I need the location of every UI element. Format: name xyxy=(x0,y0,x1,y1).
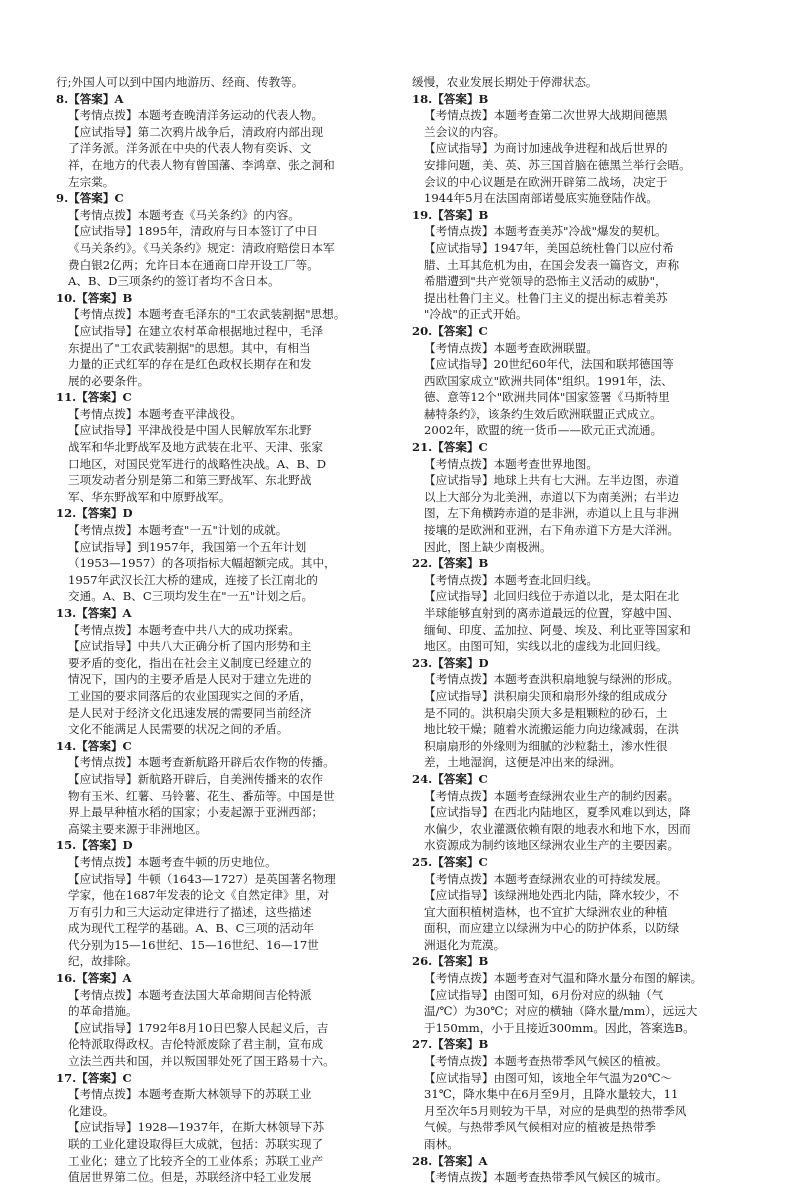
text-line: 【考情点拨】本题考查中共八大的成功探索。 xyxy=(68,622,300,637)
text-line: 【应试指导】第二次鸦片战争后，清政府内部出现 xyxy=(68,124,324,139)
text-line: 以上大部分为北美洲，赤道以下为南美洲；右半边 xyxy=(424,489,680,504)
text-line: 气候。与热带季风气候相对应的植被是热带季 xyxy=(424,1120,656,1135)
answer-heading: 14.【答案】C xyxy=(56,738,132,753)
text-line: 会议的中心议题是在欧洲开辟第二战场，决定于 xyxy=(424,174,668,189)
text-line: 水资源成为制约该地区绿洲农业生产的主要因素。 xyxy=(424,838,680,853)
text-line: 【应试指导】1792年8月10日巴黎人民起义后，吉 xyxy=(68,1020,329,1035)
text-line: 【应试指导】该绿洲地处西北内陆，降水较少，不 xyxy=(424,888,680,903)
text-line: 联的工业化建设取得巨大成就，包括：苏联实现了 xyxy=(68,1137,324,1151)
text-line: 军、华东野战军和中原野战军。 xyxy=(68,489,231,504)
text-line: 【应试指导】在建立农村革命根据地过程中，毛泽 xyxy=(68,323,324,338)
text-line: 展的必要条件。 xyxy=(68,373,150,388)
text-line: 成为现代工程学的基础。A、B、C三项的活动年 xyxy=(68,921,315,936)
text-line: 希腊遭到"共产党领导的恐怖主义活动的威胁"， xyxy=(424,274,667,289)
text-line: 交通。A、B、C三项均发生在"一五"计划之后。 xyxy=(68,589,314,604)
answer-heading: 27.【答案】B xyxy=(412,1037,489,1052)
text-line: 【考情点拨】本题考查法国大革命期间吉伦特派 xyxy=(68,987,312,1002)
text-line: 月至次年5月则较为干旱，对应的是典型的热带季风 xyxy=(424,1103,687,1118)
answer-heading: 25.【答案】C xyxy=(412,854,488,869)
text-line: 【考情点拨】本题考查热带季风气候区的植被。 xyxy=(424,1054,668,1069)
text-line: 【应试指导】洪积扇尖顶和扇形外缘的组成成分 xyxy=(424,688,668,703)
text-line: 化建设。 xyxy=(68,1103,115,1118)
text-line: 洲退化为荒漠。 xyxy=(424,937,506,952)
answer-heading: 26.【答案】B xyxy=(412,954,489,969)
text-line: 2002年，欧盟的统一货币——欧元正式流通。 xyxy=(424,423,663,438)
text-line: 【考情点拨】本题考查世界地图。 xyxy=(424,456,598,471)
text-line: 【考情点拨】本题考查对气温和降水量分布图的解读。 xyxy=(424,971,703,986)
text-line: 祥，在地方的代表人物有曾国藩、李鸿章、张之洞和 xyxy=(68,157,335,172)
answer-heading: 15.【答案】D xyxy=(56,838,133,853)
text-line: 半球能够直射到的离赤道最远的位置，穿越中国、 xyxy=(424,606,680,620)
text-line: 【考情点拨】本题考查第二次世界大战期间德黑 xyxy=(424,108,668,123)
text-line: 【考情点拨】本题考查北回归线。 xyxy=(424,572,598,587)
text-line: 积扇扇形的外缘则为细腻的沙粒黏土，渗水性很 xyxy=(424,738,668,753)
answer-heading: 13.【答案】A xyxy=(56,606,132,620)
text-line: 【应试指导】由图可知，该地全年气温为20℃～ xyxy=(424,1070,673,1085)
text-line: 【应试指导】1947年，美国总统杜鲁门以应付希 xyxy=(424,240,674,255)
text-line: 【应试指导】1895年，清政府与日本签订了中日 xyxy=(68,224,318,239)
text-line: 31℃，降水集中在6月至9月，且降水量较大，11 xyxy=(424,1087,679,1102)
text-line: 【考情点拨】本题考查绿洲农业的可持续发展。 xyxy=(424,871,668,886)
text-line: 口地区，对国民党军进行的战略性决战。A、B、D xyxy=(68,456,327,471)
text-line: 雨林。 xyxy=(424,1137,459,1151)
text-line: 工业化；建立了比较齐全的工业体系；苏联工业产 xyxy=(68,1153,324,1168)
text-line: 于150mm，小于且接近300mm。因此，答案选B。 xyxy=(424,1020,695,1035)
text-line: 【应试指导】由图可知，6月份对应的纵轴（气 xyxy=(424,987,664,1002)
text-line: 【应试指导】地球上共有七大洲。左半边图，赤道 xyxy=(424,473,680,488)
text-line: 学家，他在1687年发表的论文《自然定律》里，对 xyxy=(68,888,330,903)
text-line: 【考情点拨】本题考查绿洲农业生产的制约因素。 xyxy=(424,788,680,803)
text-line: 文化不能满足人民需要的状况之间的矛盾。 xyxy=(68,722,289,737)
text-line: 纪，故排除。 xyxy=(68,954,138,969)
text-line: 了洋务派。洋务派在中央的代表人物有奕诉、文 xyxy=(68,141,312,156)
text-line: 德、意等12个"欧洲共同体"国家签署《马斯特里 xyxy=(424,390,670,405)
answer-heading: 18.【答案】B xyxy=(412,91,489,106)
text-line: 值居世界第二位。但是，苏联经济中轻工业发展 xyxy=(68,1170,312,1185)
text-line: 接壤的是欧洲和亚洲，右下角赤道下方是大洋洲。 xyxy=(424,523,680,538)
text-line: 【应试指导】为商讨加速战争进程和战后世界的 xyxy=(424,141,668,156)
text-line: 左宗棠。 xyxy=(68,174,115,189)
text-line: 1957年武汉长江大桥的建成，连接了长江南北的 xyxy=(68,572,318,587)
text-line: 【应试指导】1928—1937年，在斯大林领导下苏 xyxy=(68,1120,325,1135)
text-line: 【应试指导】新航路开辟后，自美洲传播来的农作 xyxy=(68,771,324,786)
text-line: 【考情点拨】本题考查热带季风气候区的城市。 xyxy=(424,1170,668,1185)
answer-heading: 24.【答案】C xyxy=(412,771,488,786)
text-line: 缓慢，农业发展长期处于停滞状态。 xyxy=(412,75,598,89)
text-line: 安排问题，美、英、苏三国首脑在德黑兰举行会晤。 xyxy=(424,157,691,172)
answer-heading: 19.【答案】B xyxy=(412,207,489,222)
text-line: 【应试指导】平津战役是中国人民解放军东北野 xyxy=(68,423,312,438)
text-line: 赫特条约》，该条约生效后欧洲联盟正式成立。 xyxy=(424,406,662,421)
text-line: 面积，而应建立以绿洲为中心的防护体系，以防绿 xyxy=(424,921,680,936)
text-line: A、B、D三项条约的签订者均不含日本。 xyxy=(68,274,280,289)
text-line: 【考情点拨】本题考查洪积扇地貌与绿洲的形成。 xyxy=(424,672,680,687)
text-line: 【考情点拨】本题考查"一五"计划的成就。 xyxy=(68,523,288,538)
text-line: 温/℃）为30℃；对应的横轴（降水量/mm），远远大 xyxy=(424,1004,698,1019)
answer-heading: 12.【答案】D xyxy=(56,506,133,521)
answer-heading: 23.【答案】D xyxy=(412,655,489,670)
text-line: 【应试指导】北回归线位于赤道以北，是太阳在北 xyxy=(424,589,680,604)
text-line: 【考情点拨】本题考查晚清洋务运动的代表人物。 xyxy=(68,108,324,123)
text-line: 【考情点拨】本题考查《马关条约》的内容。 xyxy=(68,207,300,222)
text-line: 【应试指导】牛顿（1643—1727）是英国著名物理 xyxy=(68,871,336,886)
text-line: 立法兰西共和国，并以叛国罪处死了国王路易十六。 xyxy=(68,1054,335,1069)
text-line: 三项发动者分别是第二和第三野战军、东北野战 xyxy=(68,473,312,488)
text-line: 差，土地湿润，这便是冲出来的绿洲。 xyxy=(424,755,622,770)
text-line: 情况下，国内的主要矛盾是人民对于建立先进的 xyxy=(68,672,312,687)
text-line: 宜大面积植树造林，也不宜扩大绿洲农业的种植 xyxy=(424,904,668,919)
text-line: 东提出了"工农武装割据"的思想。其中，有相当 xyxy=(68,340,311,355)
text-line: 腊、土耳其危机为由，在国会发表一篇咨文，声称 xyxy=(424,257,680,272)
text-line: 提出杜鲁门主义。杜鲁门主义的提出标志着美苏 xyxy=(424,290,668,305)
text-line: 物有玉米、红薯、马铃薯、花生、番茄等。中国是世 xyxy=(68,788,335,803)
text-line: 【应试指导】到1957年，我国第一个五年计划 xyxy=(68,539,307,554)
text-line: 水偏少，农业灌溉依赖有限的地表水和地下水，因而 xyxy=(424,821,691,836)
text-line: 【应试指导】中共八大正确分析了国内形势和主 xyxy=(68,639,312,654)
text-line: 【考情点拨】本题考查新航路开辟后农作物的传播。 xyxy=(68,755,335,770)
right-column xyxy=(412,74,742,1186)
answer-heading: 28.【答案】A xyxy=(412,1153,488,1168)
left-column xyxy=(56,74,386,1186)
text-line: 行;外国人可以到中国内地游历、经商、传教等。 xyxy=(56,75,304,89)
text-line: 地比较干燥；随着水流搬运能力向边缘减弱，在洪 xyxy=(424,722,680,737)
text-line: 战军和华北野战军及地方武装在北平、天津、张家 xyxy=(68,440,324,455)
answer-heading: 16.【答案】A xyxy=(56,971,132,986)
text-line: 力量的正式红军的存在是红色政权长期存在和发 xyxy=(68,357,312,372)
text-line: 工业国的要求同落后的农业国现实之间的矛盾， xyxy=(68,688,312,703)
text-line: 【应试指导】20世纪60年代，法国和联邦德国等 xyxy=(424,357,674,372)
answer-heading: 9.【答案】C xyxy=(56,191,124,206)
text-line: 1944年5月在法国南部诺曼底实施登陆作战。 xyxy=(424,191,658,206)
text-line: 【考情点拨】本题考查欧洲联盟。 xyxy=(424,340,598,355)
answer-heading: 11.【答案】C xyxy=(56,390,132,405)
text-line: 伦特派取得政权。吉伦特派废除了君主制，宣布成 xyxy=(68,1037,324,1052)
text-line: 因此，图上缺少南极洲。 xyxy=(424,539,552,554)
text-line: 【考情点拨】本题考查平津战役。 xyxy=(68,406,242,421)
answer-heading: 20.【答案】C xyxy=(412,323,488,338)
text-line: 西欧国家成立"欧洲共同体"组织。1991年，法、 xyxy=(424,373,673,388)
text-line: 界上最早种植水稻的国家；小麦起源于亚洲西部； xyxy=(68,805,324,820)
text-line: 【考情点拨】本题考查牛顿的历史地位。 xyxy=(68,854,277,869)
text-line: 缅甸、印度、孟加拉、阿曼、埃及、利比亚等国家和 xyxy=(424,622,691,637)
text-line: 【考情点拨】本题考查斯大林领导下的苏联工业 xyxy=(68,1087,312,1102)
answer-heading: 8.【答案】A xyxy=(56,91,124,106)
text-line: 地区。由图可知，实线以北的虚线为北回归线。 xyxy=(424,639,668,654)
text-line: "冷战"的正式开始。 xyxy=(424,307,528,322)
answer-heading: 22.【答案】B xyxy=(412,556,489,571)
text-line: 《马关条约》。《马关条约》规定：清政府赔偿日本军 xyxy=(68,240,335,255)
text-line: 高粱主要来源于非洲地区。 xyxy=(68,821,208,836)
text-line: 图，左下角横跨赤道的是非洲，赤道以上且与非洲 xyxy=(424,506,680,521)
text-line: 的革命措施。 xyxy=(68,1004,138,1019)
text-line: 要矛盾的变化，指出在社会主义制度已经建立的 xyxy=(68,655,312,670)
answer-heading: 21.【答案】C xyxy=(412,440,488,455)
text-line: （1953—1957）的各项指标大幅超额完成。其中， xyxy=(68,556,336,571)
text-line: 【考情点拨】本题考查美苏"冷战"爆发的契机。 xyxy=(424,224,667,239)
text-line: 是不同的。洪积扇尖顶大多是粗颗粒的砂石，土 xyxy=(424,705,668,720)
text-line: 【应试指导】在西北内陆地区，夏季风难以到达，降 xyxy=(424,805,691,820)
answer-heading: 17.【答案】C xyxy=(56,1070,132,1085)
answer-heading: 10.【答案】B xyxy=(56,290,133,305)
text-line: 代分别为15—16世纪、15—16世纪、16—17世 xyxy=(68,937,319,952)
text-line: 兰会议的内容。 xyxy=(424,124,506,139)
text-line: 是人民对于经济文化迅速发展的需要同当前经济 xyxy=(68,705,312,720)
text-line: 万有引力和三大运动定律进行了描述，这些描述 xyxy=(68,904,312,919)
text-line: 费白银2亿两；允许日本在通商口岸开设工厂等。 xyxy=(68,257,319,272)
text-line: 【考情点拨】本题考查毛泽东的"工农武装割据"思想。 xyxy=(68,307,346,322)
